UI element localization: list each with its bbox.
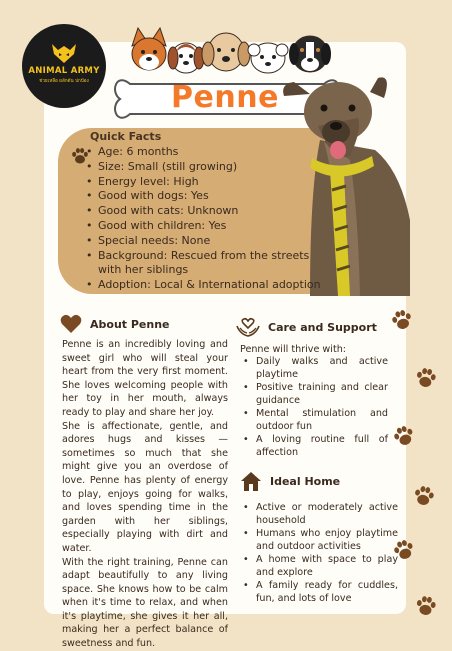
hands-heart-icon xyxy=(236,316,260,338)
white-fluffy-dog-icon xyxy=(248,43,288,73)
home-item: • A home with space to play and explore xyxy=(240,554,398,580)
home-title: Ideal Home xyxy=(270,474,341,488)
care-item: • Positive training and clear guidance xyxy=(240,382,388,408)
about-heading xyxy=(60,314,170,334)
care-heading xyxy=(236,316,377,338)
logo-title: ANIMAL ARMY xyxy=(28,65,100,76)
home-item: • Active or moderately active household xyxy=(240,502,398,528)
home-heading xyxy=(240,470,340,492)
dog-head-logo-icon xyxy=(49,42,79,64)
fact-item: • Adoption: Local & International adoption xyxy=(84,278,334,293)
fact-item: • Age: 6 months xyxy=(84,145,334,160)
shiba-dog-icon xyxy=(132,28,166,70)
logo-subtitle: ช่วยเหลือ ผลักดัน ปกป้อง xyxy=(39,78,89,84)
about-paragraph: She is affectionate, gentle, and adores hugs and kisses — sometimes so much that she might give you an overdose of love. Penne has plenty of energy to play, enjoys going for walks, and loves spending time in the garden with her siblings, especially playing with dirt and water. xyxy=(62,420,228,554)
care-intro: Penne will thrive with: xyxy=(240,344,347,355)
about-title: About Penne xyxy=(90,317,170,331)
quick-facts-title: Quick Facts xyxy=(90,130,162,143)
fact-item: • Good with dogs: Yes xyxy=(84,189,334,204)
beagle-dog-icon xyxy=(168,43,204,73)
fact-item: • Size: Small (still growing) xyxy=(84,160,334,175)
care-item: • Daily walks and active playtime xyxy=(240,356,388,382)
about-body xyxy=(62,338,228,651)
paw-print-icon xyxy=(412,592,439,619)
fact-item: • Background: Rescued from the streets with her siblings xyxy=(84,249,334,279)
animal-army-logo xyxy=(22,24,106,108)
home-item: • Humans who enjoy playtime and outdoor activities xyxy=(240,528,398,554)
paw-print-icon xyxy=(387,305,416,334)
about-paragraph: Penne is an incredibly loving and sweet girl who will steal your heart from the very first moment. She loves welcoming people with her toy in her mouth, always ready to play and share her joy. xyxy=(62,339,228,418)
fact-item: • Good with children: Yes xyxy=(84,219,334,234)
fact-item: • Special needs: None xyxy=(84,234,334,249)
fact-item: • Energy level: High xyxy=(84,175,334,190)
care-item: • A loving routine full of affection xyxy=(240,434,388,460)
paw-print-icon xyxy=(410,482,438,510)
home-item: • A family ready for cuddles, fun, and lots of love xyxy=(240,580,398,606)
bernese-dog-icon xyxy=(289,36,331,72)
about-paragraph: With the right training, Penne can adapt beautifully to any living space. She knows how to be calm when it's time to relax, and when it's playtime, she gives it her all, making her a perfect balance of sweetness and fun. xyxy=(62,556,228,650)
care-list xyxy=(240,356,388,460)
quick-facts-list xyxy=(84,145,334,293)
heart-icon xyxy=(60,314,82,334)
care-item: • Mental stimulation and outdoor fun xyxy=(240,408,388,434)
labrador-dog-icon xyxy=(202,33,250,71)
house-icon xyxy=(240,470,262,492)
dog-name-title: Penne xyxy=(171,80,279,115)
paw-print-icon xyxy=(412,364,440,392)
care-title: Care and Support xyxy=(268,320,377,334)
fact-item: • Good with cats: Unknown xyxy=(84,204,334,219)
home-list xyxy=(240,502,398,606)
